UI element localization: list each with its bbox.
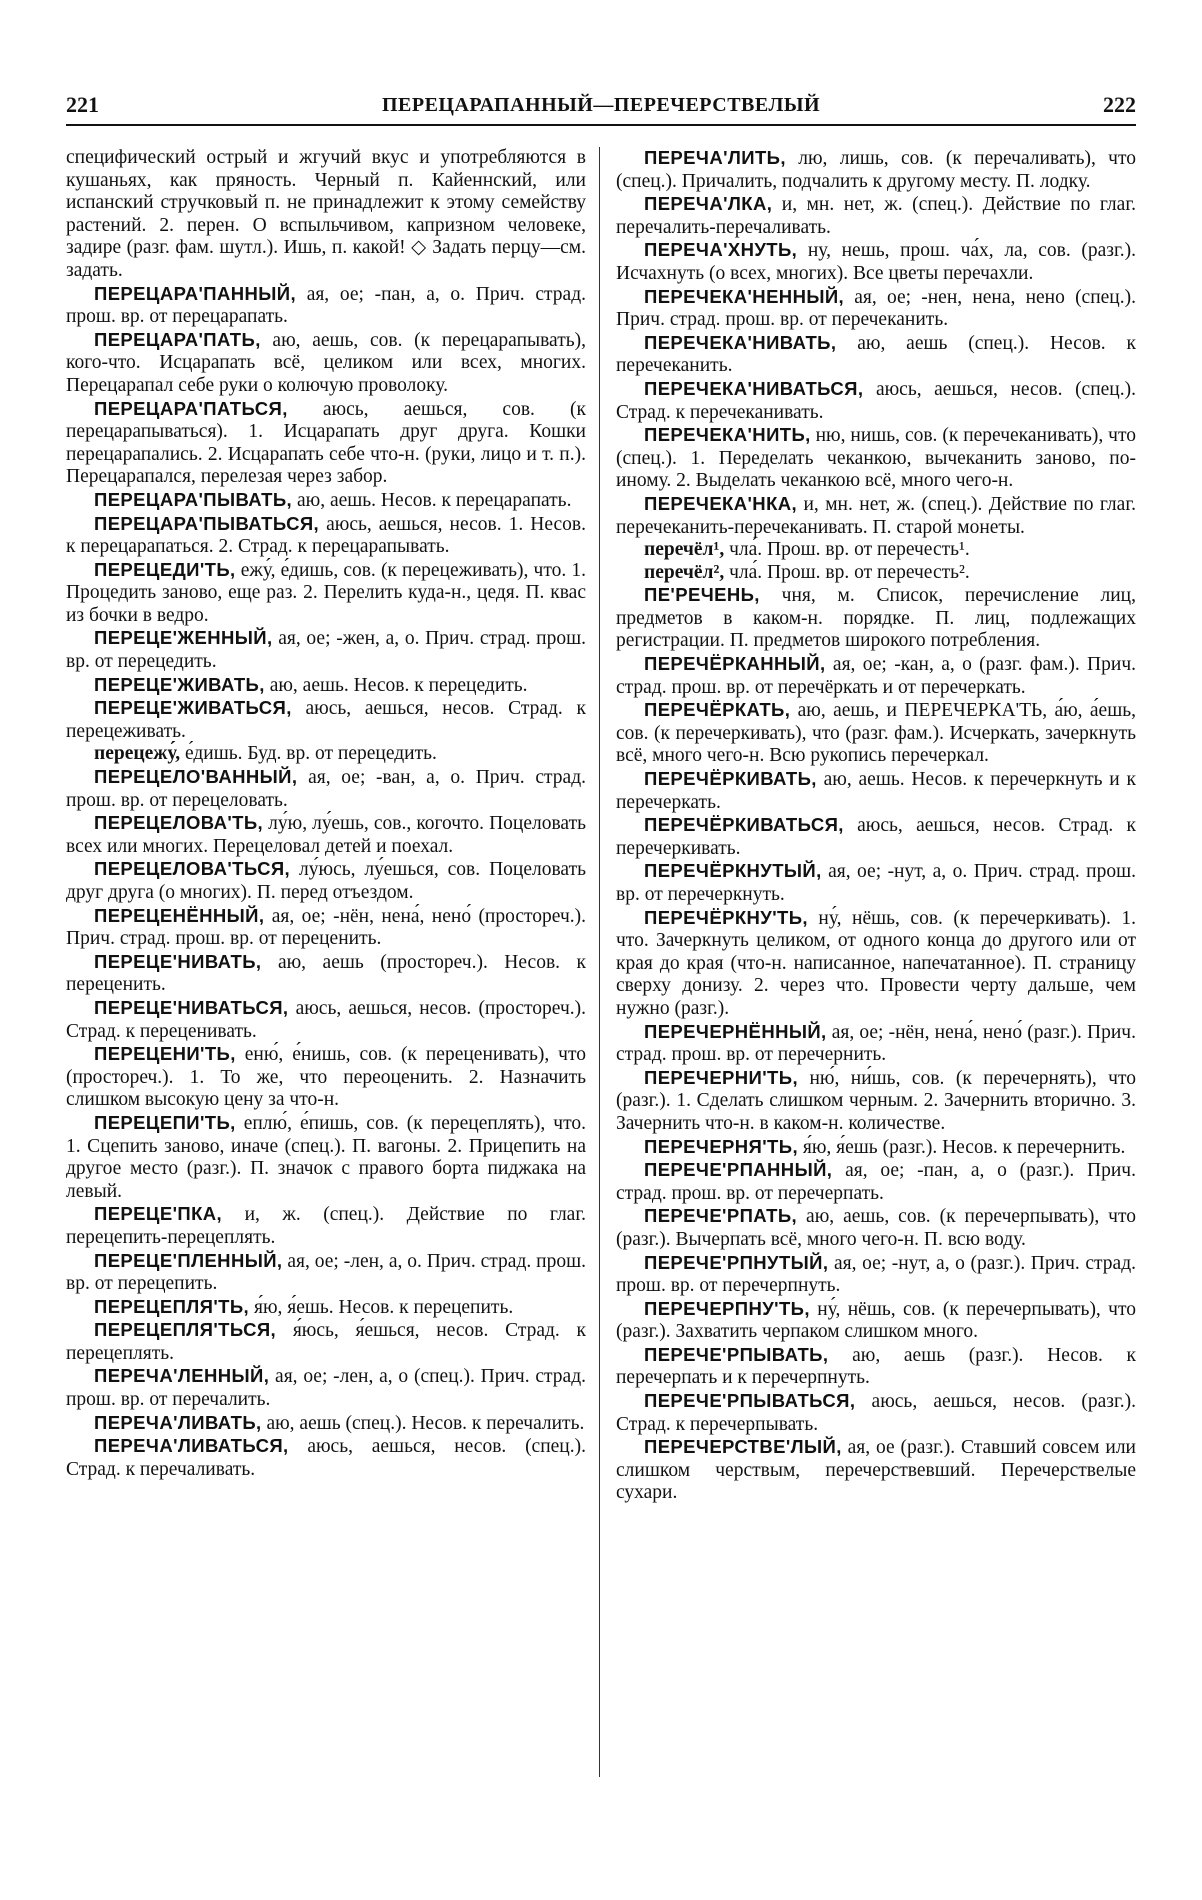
entry-definition: ежу́, е́дишь, сов. (к перецеживать), что. 1. Процедить заново, еще раз. 2. Перелить куда-н., цедя. П. квас из бочки в ведро.	[66, 559, 586, 626]
dictionary-entry	[616, 424, 1136, 493]
dictionary-entry	[616, 1067, 1136, 1136]
entry-definition: ну́, нёшь, сов. (к перечеркивать). 1. что. Зачеркнуть целиком, от одного конца до другого или от края до края (что-н. написанное, напечатанное). П. страницу сверху донизу. 2. через что. Провести черту дальше, чем нужно (разг.).	[616, 907, 1136, 1019]
entry-definition: ая, ое; -жен, а, о. Прич. страд. прош. вр. от перецедить.	[66, 628, 586, 673]
dictionary-entry	[616, 239, 1136, 285]
entry-definition: ая, ое; -лен, а, о (спец.). Прич. страд. прош. вр. от перечалить.	[66, 1366, 586, 1411]
dictionary-entry	[66, 1250, 586, 1296]
entry-definition: специфический острый и жгучий вкус и употребляются в кушаньях, как пряность. Черный п. Кайеннский, или испанский стручковый п. не принадлежит к этому семейству растений. 2. перен. О вспыльчивом, капризном человеке, задире (разг. фам. шутл.). Ишь, п. какой! ◇ Задать перцу—см. задать.	[66, 147, 586, 281]
entry-headword: перечёл²,	[644, 561, 725, 583]
entry-headword: ПЕРЕЧА'ЛЕННЫЙ,	[94, 1365, 270, 1387]
entry-definition: аю, аешь (разг.). Несов. к перечерпать и к перечерпнуть.	[616, 1344, 1136, 1389]
entry-definition: аюсь, аешься, несов. Страд. к перецеживать.	[66, 698, 586, 742]
dictionary-entry	[616, 286, 1136, 332]
entry-headword: ПЕРЕЧЁРКНУ'ТЬ,	[644, 906, 808, 928]
entry-headword: ПЕРЕЧА'ЛИВАТЬСЯ,	[94, 1435, 289, 1457]
entry-headword: ПЕРЕЦАРА'ПЫВАТЬ,	[94, 488, 293, 510]
entry-definition: я́юсь, я́ешься, несов. Страд. к перецеплять.	[66, 1320, 586, 1364]
entry-headword: ПЕРЕЧА'ЛКА,	[644, 193, 773, 215]
entry-definition: и, мн. нет, ж. (спец.). Действие по глаг. перечеканить-перечеканивать. П. старой монеты.	[616, 493, 1136, 538]
entry-headword: ПЕРЕЦАРА'ПАННЫЙ,	[94, 282, 296, 304]
dictionary-entry	[66, 283, 586, 329]
entry-definition: ая, ое; -пан, а, о (разг.). Прич. страд. прош. вр. от перечерпать.	[616, 1160, 1136, 1204]
entry-definition: ая, ое; -нён, нена́, нено́ (простореч.). Прич. страд. прош. вр. от переценить.	[66, 905, 586, 950]
dictionary-entry	[66, 997, 586, 1043]
entry-definition: аю, аешь. Несов. к перецарапать.	[292, 489, 572, 511]
dictionary-entry	[616, 1344, 1136, 1390]
entry-definition: ну, нешь, прош. ча́х, ла, сов. (разг.). Исчахнуть (о всех, многих). Все цветы перечахли.	[616, 240, 1136, 284]
entry-headword: ПЕРЕЧЕРНИ'ТЬ,	[644, 1066, 798, 1088]
entry-headword: ПЕРЕЦЕНИ'ТЬ,	[94, 1043, 236, 1065]
left-column	[66, 147, 586, 1887]
entry-definition: ая, ое; -нен, нена, нено (спец.). Прич. страд. прош. вр. от перечеканить.	[616, 286, 1136, 331]
entry-definition: я́ю, я́ешь (разг.). Несов. к перечернить.	[798, 1136, 1126, 1158]
dictionary-entry	[616, 1136, 1136, 1160]
dictionary-entry	[616, 493, 1136, 539]
entry-headword: ПЕРЕЧА'ЛИВАТЬ,	[94, 1411, 262, 1433]
entry-definition: аюсь, аешься, несов. (разг.). Страд. к перечерпывать.	[616, 1391, 1136, 1435]
dictionary-entry	[66, 627, 586, 673]
dictionary-entry	[66, 1296, 586, 1320]
entry-definition: ая, ое (разг.). Ставший совсем или слишком черствым, перечерствевший. Перечерствелые сухари.	[616, 1437, 1136, 1504]
dictionary-entry	[616, 584, 1136, 653]
entry-headword: ПЕРЕЦЕЛОВА'ТЬ,	[94, 812, 264, 834]
entry-headword: ПЕРЕЦЕ'ПКА,	[94, 1203, 223, 1225]
entry-headword: ПЕРЕЦЕЛОВА'ТЬСЯ,	[94, 858, 291, 880]
entry-headword: ПЕРЕЦЕПЛЯ'ТЬ,	[94, 1295, 250, 1317]
dictionary-entry	[66, 766, 586, 812]
entry-definition: аю, аешь (спец.). Несов. к перечалить.	[261, 1412, 585, 1434]
dictionary-entry	[66, 398, 586, 489]
entry-definition: лу́ю, лу́ешь, сов., когочто. Поцеловать всех или многих. Перецеловал детей и поехал.	[66, 813, 586, 857]
entry-headword: ПЕРЕЦЕ'ЖИВАТЬСЯ,	[94, 697, 292, 719]
entry-headword: перецежу́,	[94, 743, 181, 765]
dictionary-entry	[616, 1436, 1136, 1505]
entry-headword: ПЕРЕЧЁРКАТЬ,	[644, 699, 791, 721]
dictionary-entry	[616, 1021, 1136, 1067]
entry-definition: аюсь, аешься, несов. (спец.). Страд. к перечаливать.	[66, 1436, 586, 1480]
entry-definition: и, мн. нет, ж. (спец.). Действие по глаг. перечалить-перечаливать.	[616, 194, 1136, 238]
entry-headword: ПЕРЕЦЕ'ЖЕННЫЙ,	[94, 627, 273, 649]
entry-definition: аю, аешь, сов. (к перецарапывать), кого-что. Исцарапать всё, целиком или всех, многих. Перецарапал себе руки о колючую проволоку.	[66, 329, 586, 396]
entry-headword: ПЕРЕЧЕ'РПЫВАТЬ,	[644, 1343, 829, 1365]
entry-definition: я́ю, я́ешь. Несов. к перецепить.	[249, 1296, 514, 1318]
entry-definition: аю, аешь, и ПЕРЕЧЕРКА'ТЬ, а́ю, а́ешь, сов. (к перечеркивать), что (разг. фам.). Исчеркать, зачеркнуть всё, много чего-н. Всю рукопись перечеркал.	[616, 700, 1136, 767]
entry-definition: ню́, ни́шь, сов. (к перечернять), что (разг.). 1. Сделать слишком черным. 2. Зачернить вторично. 3. Зачернить что-н. в каком-н. количестве.	[616, 1067, 1136, 1134]
entry-definition: ая, ое; -кан, а, о (разг. фам.). Прич. страд. прош. вр. от перечёркать и от перечеркать.	[616, 654, 1136, 698]
dictionary-entry	[616, 562, 1136, 585]
entry-definition: аюсь, аешься, несов. 1. Несов. к перецарапаться. 2. Страд. к перецарапывать.	[66, 513, 586, 558]
dictionary-entry	[616, 539, 1136, 562]
dictionary-entry	[616, 147, 1136, 193]
entry-headword: ПЕРЕЧЕКА'НИТЬ,	[644, 424, 811, 446]
dictionary-entry	[66, 489, 586, 513]
right-column	[616, 147, 1136, 1887]
entry-headword: ПЕ'РЕЧЕНЬ,	[644, 584, 760, 606]
dictionary-entry	[616, 1390, 1136, 1436]
dictionary-entry	[616, 378, 1136, 424]
entry-definition: аю, аешь (спец.). Несов. к перечеканить.	[616, 332, 1136, 377]
dictionary-entry	[66, 951, 586, 997]
entry-headword: ПЕРЕЧЕ'РПНУТЫЙ,	[644, 1251, 829, 1273]
entry-definition: ню, нишь, сов. (к перечеканивать), что (спец.). 1. Переделать чеканкою, вычеканить заново, по-иному. 2. Выделать чеканкою всё, много чего-н.	[616, 425, 1136, 492]
entry-headword: ПЕРЕЦАРА'ПЫВАТЬСЯ,	[94, 512, 320, 534]
dictionary-entry	[66, 1043, 586, 1112]
dictionary-entry	[66, 905, 586, 951]
entry-headword: ПЕРЕЦАРА'ПАТЬСЯ,	[94, 397, 288, 419]
dictionary-entry	[66, 812, 586, 858]
entry-definition: ая, ое; -пан, а, о. Прич. страд. прош. вр. от перецарапать.	[66, 283, 586, 328]
dictionary-entry	[66, 1412, 586, 1436]
dictionary-entry	[616, 653, 1136, 699]
entry-headword: ПЕРЕЧЁРКНУТЫЙ,	[644, 860, 822, 882]
entry-definition: аю, аешь, сов. (к перечерпывать), что (разг.). Вычерпать всё, много чего-н. П. всю воду.	[616, 1206, 1136, 1250]
entry-headword: ПЕРЕЧЕ'РПАТЬ,	[644, 1205, 798, 1227]
entry-definition: аюсь, аешься, несов. (простореч.). Страд. к переценивать.	[66, 997, 586, 1042]
entry-headword: ПЕРЕЦЕПИ'ТЬ,	[94, 1111, 236, 1133]
entry-headword: ПЕРЕЦЕПЛЯ'ТЬСЯ,	[94, 1319, 277, 1341]
entry-definition: еню́, е́нишь, сов. (к переценивать), что (простореч.). 1. То же, что переоценить. 2. Назначить слишком высокую цену за что-н.	[66, 1044, 586, 1111]
entry-definition: ну́, нёшь, сов. (к перечерпывать), что (разг.). Захватить черпаком слишком много.	[616, 1298, 1136, 1343]
dictionary-entry	[616, 193, 1136, 239]
dictionary-entry	[66, 147, 586, 283]
dictionary-entry	[66, 1112, 586, 1203]
entry-definition: лу́юсь, лу́ешься, сов. Поцеловать друг друга (о многих). П. перед отъездом.	[66, 859, 586, 903]
dictionary-entry	[616, 699, 1136, 768]
dictionary-entry	[66, 1435, 586, 1481]
dictionary-entry	[616, 907, 1136, 1021]
entry-headword: ПЕРЕЦЕ'НИВАТЬСЯ,	[94, 996, 289, 1018]
dictionary-entry	[66, 513, 586, 559]
entry-headword: ПЕРЕЦЕ'НИВАТЬ,	[94, 950, 262, 972]
entry-headword: ПЕРЕЦАРА'ПАТЬ,	[94, 328, 261, 350]
dictionary-entry	[66, 1203, 586, 1249]
entry-definition: лю, лишь, сов. (к перечаливать), что (спец.). Причалить, подчалить к другому месту. П. лодку.	[616, 148, 1136, 192]
dictionary-entry	[616, 1205, 1136, 1251]
entry-headword: ПЕРЕЧЕ'РПЫВАТЬСЯ,	[644, 1390, 856, 1412]
entry-headword: ПЕРЕЧЕКА'НКА,	[644, 492, 798, 514]
running-header	[66, 88, 1136, 122]
entry-definition: ая, ое; -нут, а, о. Прич. страд. прош. вр. от перечеркнуть.	[616, 861, 1136, 905]
entry-definition: аю, аешь. Несов. к перецедить.	[264, 674, 528, 696]
entry-definition: аю, аешь (простореч.). Несов. к переценить.	[66, 951, 586, 996]
header-title: ПЕРЕЦАРАПАННЫЙ—ПЕРЕЧЕРСТВЕЛЫЙ	[381, 93, 821, 116]
entry-headword: ПЕРЕЦЕНЁННЫЙ,	[94, 904, 265, 926]
header-rule	[66, 124, 1136, 126]
entry-headword: ПЕРЕЧЕКА'НИВАТЬСЯ,	[644, 377, 864, 399]
entry-definition: ая, ое; -нут, а, о (разг.). Прич. страд. прош. вр. от перечерпнуть.	[616, 1252, 1136, 1297]
entry-headword: ПЕРЕЧЕКА'НЕННЫЙ,	[644, 285, 845, 307]
entry-definition: ая, ое; -нён, нена́, нено́ (разг.). Прич. страд. прош. вр. от перечернить.	[616, 1021, 1136, 1066]
dictionary-entry	[66, 858, 586, 904]
dictionary-entry	[616, 860, 1136, 906]
entry-headword: ПЕРЕЦЕЛО'ВАННЫЙ,	[94, 766, 298, 788]
dictionary-entry	[616, 1252, 1136, 1298]
entry-definition: еплю́, е́пишь, сов. (к перецеплять), что. 1. Сцепить заново, иначе (спец.). П. вагоны. 2. Прицепить на другое место (разг.). П. значок с правого борта пиджака на левый.	[66, 1112, 586, 1202]
entry-definition: аюсь, аешься, несов. Страд. к перечеркивать.	[616, 815, 1136, 859]
entry-headword: ПЕРЕЦЕ'ЖИВАТЬ,	[94, 673, 265, 695]
entry-definition: ая, ое; -лен, а, о. Прич. страд. прош. вр. от перецепить.	[66, 1250, 586, 1295]
page-number-left: 221	[66, 92, 99, 117]
entry-headword: ПЕРЕЧЕРПНУ'ТЬ,	[644, 1297, 810, 1319]
entry-definition: аюсь, аешься, сов. (к перецарапываться). 1. Исцарапать друг друга. Кошки перецарапались. 2. Исцарапать себе что-н. (руки, лицо и т. п.). Перецарапался, перелезая через забор.	[66, 398, 586, 488]
entry-headword: ПЕРЕЧЕРНЁННЫЙ,	[644, 1020, 827, 1042]
dictionary-entry	[616, 1159, 1136, 1205]
entry-definition: аю, аешь. Несов. к перечеркнуть и к перечеркать.	[616, 769, 1136, 813]
dictionary-entry	[66, 559, 586, 628]
entry-headword: ПЕРЕЧЁРКИВАТЬ,	[644, 768, 817, 790]
dictionary-entry	[66, 1319, 586, 1365]
dictionary-entry	[616, 332, 1136, 378]
entry-definition: и, ж. (спец.). Действие по глаг. перецепить-перецеплять.	[66, 1204, 586, 1248]
page-number-right: 222	[1103, 92, 1136, 117]
entry-headword: ПЕРЕЧЁРКИВАТЬСЯ,	[644, 814, 844, 836]
dictionary-entry	[66, 674, 586, 698]
entry-headword: ПЕРЕЦЕ'ПЛЕННЫЙ,	[94, 1249, 283, 1271]
entry-headword: ПЕРЕЧЕРНЯ'ТЬ,	[644, 1135, 798, 1157]
entry-headword: ПЕРЕЧА'ЛИТЬ,	[644, 147, 786, 168]
entry-headword: ПЕРЕЧЕ'РПАННЫЙ,	[644, 1159, 833, 1181]
dictionary-entry	[616, 814, 1136, 860]
dictionary-entry	[616, 768, 1136, 814]
dictionary-entry	[66, 697, 586, 743]
entry-definition: чла́. Прош. вр. от перечесть¹.	[724, 539, 970, 561]
entry-headword: перечёл¹,	[644, 539, 725, 561]
entry-headword: ПЕРЕЧЕРСТВЕ'ЛЫЙ,	[644, 1436, 842, 1458]
entry-definition: чня, м. Список, перечисление лиц, предметов в каком-н. порядке. П. лиц, подлежащих регистрации. П. предметов широкого потребления.	[616, 585, 1136, 652]
entry-definition: чла́. Прош. вр. от перечесть².	[724, 561, 970, 583]
entry-definition: е́дишь. Буд. вр. от перецедить.	[180, 743, 437, 765]
entry-headword: ПЕРЕЧЁРКАННЫЙ,	[644, 653, 826, 675]
entry-definition: аюсь, аешься, несов. (спец.). Страд. к перечеканивать.	[616, 378, 1136, 423]
entry-definition: ая, ое; -ван, а, о. Прич. страд. прош. вр. от перецеловать.	[66, 767, 586, 811]
entry-headword: ПЕРЕЧЕКА'НИВАТЬ,	[644, 331, 837, 353]
dictionary-entry	[66, 329, 586, 398]
entry-headword: ПЕРЕЦЕДИ'ТЬ,	[94, 558, 236, 580]
dictionary-entry	[66, 1365, 586, 1411]
column-divider	[599, 147, 600, 1777]
dictionary-entry	[616, 1298, 1136, 1344]
entry-headword: ПЕРЕЧА'ХНУТЬ,	[644, 239, 798, 261]
dictionary-entry	[66, 743, 586, 766]
